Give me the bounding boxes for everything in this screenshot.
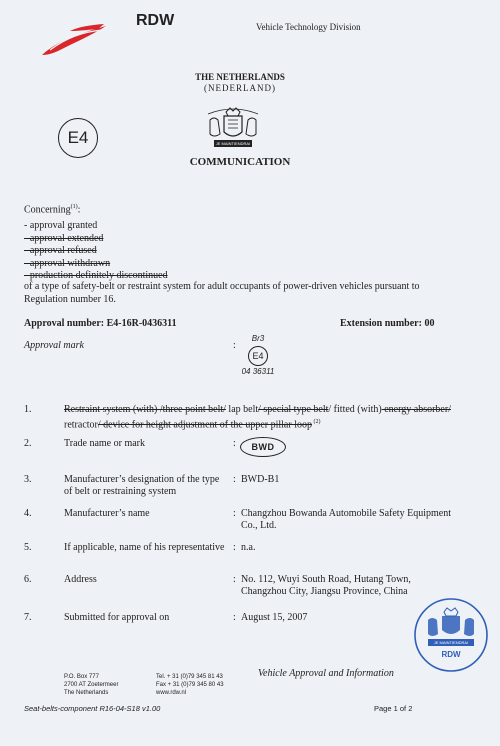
item-7-label: Submitted for approval on — [64, 612, 170, 623]
emblem-band-text: JE MAINTIENDRAI — [215, 141, 251, 146]
item-2-label: Trade name or mark — [64, 438, 145, 449]
concerning-item-refused: - approval refused — [24, 245, 97, 256]
item-1-text — [64, 404, 476, 431]
item-3-value: BWD-B1 — [241, 474, 280, 485]
item-1-footnote: (2) — [311, 419, 321, 425]
country-name: THE NETHERLANDS — [195, 72, 285, 82]
item-6-value: No. 112, Wuyi South Road, Hutang Town, Changzhou City, Jiangsu Province, China — [241, 574, 411, 597]
division-name: Vehicle Technology Division — [256, 22, 361, 32]
footer-contact — [156, 673, 224, 697]
concerning-item-granted: - approval granted — [24, 220, 98, 231]
item-5-colon: : — [233, 542, 236, 553]
e4-mark-text: E4 — [67, 128, 89, 147]
rdw-logo-icon — [40, 22, 108, 58]
country-native-name: (NEDERLAND) — [204, 83, 276, 93]
item-1-kept-c: retractor — [64, 419, 98, 431]
extension-number: Extension number: 00 — [340, 318, 435, 329]
e4-mark-icon — [58, 118, 98, 158]
coat-of-arms-icon — [204, 106, 262, 152]
bwd-logo-icon — [240, 437, 286, 457]
concerning-label — [24, 204, 80, 215]
footer-fax: Fax + 31 (0)79 345 80 43 — [156, 682, 224, 688]
footer-page-number: Page 1 of 2 — [374, 704, 413, 713]
item-4-number: 4. — [24, 508, 32, 519]
item-6-colon: : — [233, 574, 236, 585]
concerning-colon: : — [77, 204, 81, 216]
approval-mark-circle-icon — [248, 346, 268, 366]
document-title: COMMUNICATION — [189, 156, 291, 168]
footer-address-line-1: P.O. Box 777 — [64, 674, 99, 680]
item-4-label: Manufacturer’s name — [64, 508, 150, 519]
approval-mark-label: Approval mark — [24, 340, 84, 351]
approval-mark-circle-text: E4 — [252, 351, 264, 361]
footer-website[interactable]: www.rdw.nl — [156, 690, 187, 696]
item-7-number: 7. — [24, 612, 32, 623]
footer-tel: Tel. + 31 (0)79 345 81 43 — [156, 674, 223, 680]
approval-number: Approval number: E4-16R-0436311 — [24, 318, 177, 329]
item-2-number: 2. — [24, 438, 32, 449]
item-1-struck-d: / device for height adjustment of the upper pillar loop — [97, 419, 312, 431]
item-3-colon: : — [233, 474, 236, 485]
concerning-list — [24, 220, 168, 283]
stamp-band-text: JE MAINTIENDRAI — [433, 640, 469, 645]
rdw-stamp-icon — [412, 596, 490, 674]
concerning-item-withdrawn: - approval withdrawn — [24, 257, 111, 269]
item-5-number: 5. — [24, 542, 32, 553]
item-5-label: If applicable, name of his representative — [64, 542, 225, 553]
item-7-colon: : — [233, 612, 236, 623]
item-1-kept-a: lap belt — [225, 404, 259, 415]
item-4-colon: : — [233, 508, 236, 519]
footer-address-line-3: The Netherlands — [64, 690, 109, 696]
approval-mark-code-top: Br3 — [251, 334, 265, 343]
item-7-value: August 15, 2007 — [241, 612, 308, 623]
item-3-number: 3. — [24, 474, 32, 485]
bwd-logo-text: BWD — [251, 442, 275, 452]
item-1-number: 1. — [24, 404, 32, 415]
scope-text: of a type of safety-belt or restraint system for adult occupants of power-driven vehicles pursuant to Regulation number 16. — [24, 281, 420, 305]
footer-address-line-2: 2700 AT Zoetermeer — [64, 682, 119, 688]
concerning-item-extended: - approval extended — [24, 232, 104, 244]
item-5-value: n.a. — [241, 542, 256, 553]
concerning-text: Concerning — [24, 204, 71, 216]
item-1-struck-c: energy absorber/ — [381, 404, 451, 415]
approval-mark-code-bottom: 04 36311 — [241, 367, 275, 376]
item-4-value: Changzhou Bowanda Automobile Safety Equipment Co., Ltd. — [241, 508, 451, 531]
footer-document-id: Seat-belts-component R16-04-S18 v1.00 — [24, 704, 161, 713]
approval-mark-colon: : — [233, 340, 236, 351]
concerning-footnote: (1) — [70, 204, 78, 210]
item-1-struck-a: Restraint system (with) /three point belt/ — [64, 404, 226, 415]
stamp-text: RDW — [441, 650, 461, 659]
concerning-item-discontinued: - production definitely discontinued — [24, 270, 168, 281]
org-name: RDW — [136, 12, 175, 29]
item-3-label: Manufacturer’s designation of the type of belt or restraining system — [64, 474, 220, 497]
item-1-struck-b: / special type belt — [258, 404, 329, 415]
item-2-colon: : — [233, 438, 236, 449]
footer-slogan: Vehicle Approval and Information — [258, 668, 394, 679]
footer-address — [64, 673, 118, 697]
item-6-number: 6. — [24, 574, 32, 585]
item-1-kept-b: / fitted (with) — [328, 404, 382, 415]
item-6-label: Address — [64, 574, 97, 585]
